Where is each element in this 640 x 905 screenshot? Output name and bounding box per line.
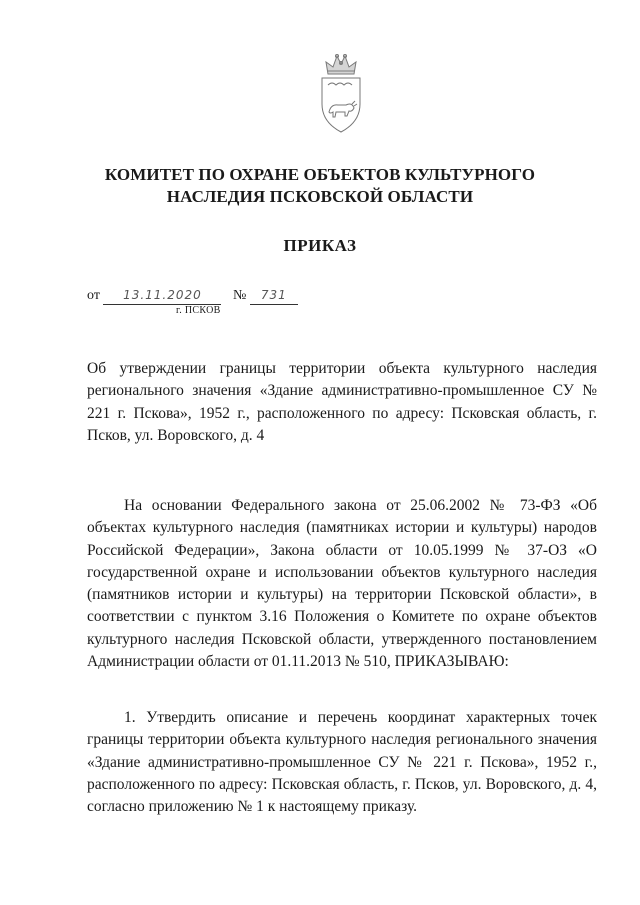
order-item-1: 1. Утвердить описание и перечень координат характерных точек границы территории объекта культурного наследия регионального значения «Здание административно-промышленное СУ № 221 г. Пскова», 1952 г., расположенного по адресу: Псковская область, г. Псков, ул. Воровского, д. 4, согласно приложению № 1 к настоящему приказу. — [87, 709, 597, 816]
handwritten-number: 731 — [260, 288, 287, 302]
order-subject: Об утверждении границы территории объекта культурного наследия регионального значения «Здание административно-промышленное СУ № 221 г. Пскова», 1952 г., расположенного по адресу: Псковская область, г. Псков, ул. Воровского, д. 4 — [87, 360, 597, 444]
date-field — [103, 288, 221, 305]
number-prefix: № — [232, 288, 247, 303]
organization-title — [60, 164, 580, 208]
handwritten-date: 13.11.2020 — [123, 288, 202, 302]
date-prefix: от — [87, 288, 100, 303]
number-field — [250, 288, 298, 305]
city-label: г. ПСКОВ — [176, 305, 221, 316]
organization-title-line-1: КОМИТЕТ ПО ОХРАНЕ ОБЪЕКТОВ КУЛЬТУРНОГО — [104, 165, 536, 184]
document-type-heading: ПРИКАЗ — [283, 236, 357, 255]
order-date-number-row — [87, 288, 298, 305]
coat-of-arms-icon — [314, 52, 368, 138]
basis-paragraph: На основании Федерального закона от 25.06.2002 № 73-ФЗ «Об объектах культурного наследия (памятниках истории и культуры) народов Российской Федерации», Закона области от 10.05.1999 № 37-ОЗ «О государственной охране и использовании объектов культурного наследия (памятников истории и культуры) на территории Псковской области», в соответствии с пунктом 3.16 Положения о Комитете по охране объектов культурного наследия Псковской области, утвержденного постановлением Администрации области от 01.11.2013 № 510, ПРИКАЗЫВАЮ: — [87, 497, 597, 671]
organization-title-line-2: НАСЛЕДИЯ ПСКОВСКОЙ ОБЛАСТИ — [166, 187, 474, 206]
